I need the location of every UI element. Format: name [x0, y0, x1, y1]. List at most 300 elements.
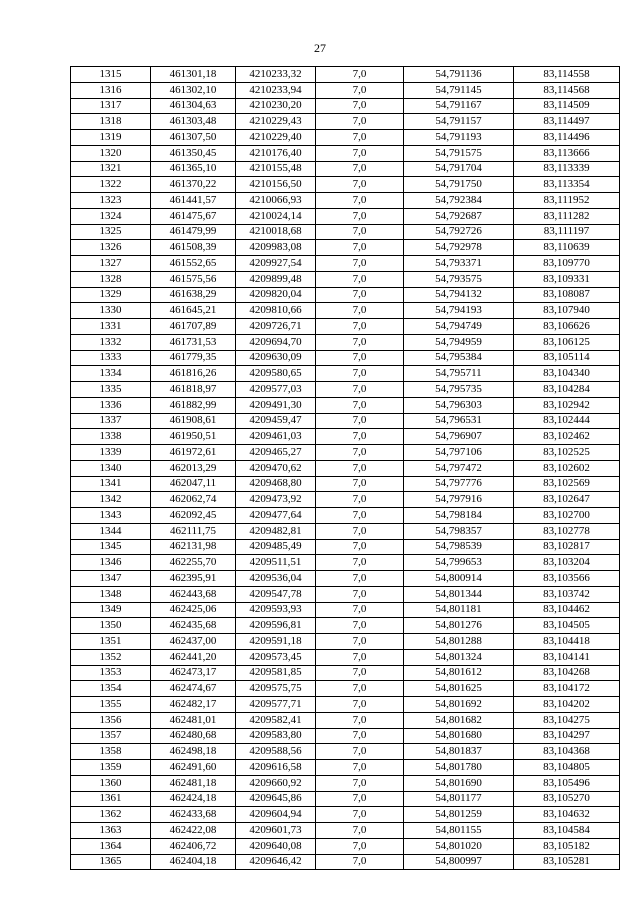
accuracy-cell: 7,0 [316, 445, 404, 461]
x-coordinate-cell: 462473,17 [151, 665, 236, 681]
x-coordinate-cell: 461575,56 [151, 271, 236, 287]
accuracy-cell: 7,0 [316, 161, 404, 177]
y-coordinate-cell: 4209983,08 [236, 240, 316, 256]
accuracy-cell: 7,0 [316, 508, 404, 524]
longitude-cell: 83,114496 [514, 130, 620, 146]
table-row [71, 224, 620, 240]
latitude-cell: 54,800914 [404, 571, 514, 587]
longitude-cell: 83,104584 [514, 823, 620, 839]
latitude-cell: 54,791193 [404, 130, 514, 146]
longitude-cell: 83,103742 [514, 586, 620, 602]
table-row [71, 697, 620, 713]
y-coordinate-cell: 4209583,80 [236, 728, 316, 744]
table-row [71, 334, 620, 350]
y-coordinate-cell: 4209547,78 [236, 586, 316, 602]
table-row [71, 193, 620, 209]
table-row [71, 445, 620, 461]
y-coordinate-cell: 4209468,80 [236, 476, 316, 492]
longitude-cell: 83,104284 [514, 382, 620, 398]
accuracy-cell: 7,0 [316, 728, 404, 744]
x-coordinate-cell: 462406,72 [151, 838, 236, 854]
latitude-cell: 54,797916 [404, 492, 514, 508]
page-number: 27 [314, 41, 326, 55]
y-coordinate-cell: 4209470,62 [236, 460, 316, 476]
coordinates-table [70, 66, 620, 870]
x-coordinate-cell: 461908,61 [151, 413, 236, 429]
point-number-cell: 1323 [71, 193, 151, 209]
table-row [71, 712, 620, 728]
y-coordinate-cell: 4210229,40 [236, 130, 316, 146]
point-number-cell: 1343 [71, 508, 151, 524]
latitude-cell: 54,801690 [404, 775, 514, 791]
point-number-cell: 1350 [71, 618, 151, 634]
x-coordinate-cell: 462482,17 [151, 697, 236, 713]
longitude-cell: 83,105281 [514, 854, 620, 870]
y-coordinate-cell: 4210229,43 [236, 114, 316, 130]
latitude-cell: 54,793371 [404, 256, 514, 272]
point-number-cell: 1341 [71, 476, 151, 492]
longitude-cell: 83,107940 [514, 303, 620, 319]
table-row [71, 82, 620, 98]
y-coordinate-cell: 4209591,18 [236, 634, 316, 650]
accuracy-cell: 7,0 [316, 224, 404, 240]
accuracy-cell: 7,0 [316, 334, 404, 350]
x-coordinate-cell: 461882,99 [151, 397, 236, 413]
point-number-cell: 1340 [71, 460, 151, 476]
x-coordinate-cell: 462013,29 [151, 460, 236, 476]
y-coordinate-cell: 4209630,09 [236, 350, 316, 366]
table-row [71, 618, 620, 634]
latitude-cell: 54,797472 [404, 460, 514, 476]
y-coordinate-cell: 4210024,14 [236, 208, 316, 224]
latitude-cell: 54,791750 [404, 177, 514, 193]
latitude-cell: 54,792726 [404, 224, 514, 240]
y-coordinate-cell: 4209820,04 [236, 287, 316, 303]
longitude-cell: 83,103204 [514, 555, 620, 571]
x-coordinate-cell: 462443,68 [151, 586, 236, 602]
y-coordinate-cell: 4209575,75 [236, 681, 316, 697]
longitude-cell: 83,108087 [514, 287, 620, 303]
point-number-cell: 1315 [71, 67, 151, 83]
longitude-cell: 83,102942 [514, 397, 620, 413]
y-coordinate-cell: 4209461,03 [236, 429, 316, 445]
accuracy-cell: 7,0 [316, 618, 404, 634]
accuracy-cell: 7,0 [316, 303, 404, 319]
y-coordinate-cell: 4210155,48 [236, 161, 316, 177]
point-number-cell: 1359 [71, 760, 151, 776]
x-coordinate-cell: 462480,68 [151, 728, 236, 744]
point-number-cell: 1348 [71, 586, 151, 602]
latitude-cell: 54,796907 [404, 429, 514, 445]
y-coordinate-cell: 4209645,86 [236, 791, 316, 807]
accuracy-cell: 7,0 [316, 760, 404, 776]
longitude-cell: 83,102602 [514, 460, 620, 476]
y-coordinate-cell: 4209477,64 [236, 508, 316, 524]
longitude-cell: 83,114497 [514, 114, 620, 130]
table-row [71, 476, 620, 492]
latitude-cell: 54,796303 [404, 397, 514, 413]
x-coordinate-cell: 461307,50 [151, 130, 236, 146]
longitude-cell: 83,104462 [514, 602, 620, 618]
accuracy-cell: 7,0 [316, 539, 404, 555]
latitude-cell: 54,797106 [404, 445, 514, 461]
accuracy-cell: 7,0 [316, 287, 404, 303]
table-row [71, 240, 620, 256]
point-number-cell: 1332 [71, 334, 151, 350]
latitude-cell: 54,801612 [404, 665, 514, 681]
point-number-cell: 1319 [71, 130, 151, 146]
accuracy-cell: 7,0 [316, 177, 404, 193]
accuracy-cell: 7,0 [316, 586, 404, 602]
latitude-cell: 54,791167 [404, 98, 514, 114]
x-coordinate-cell: 461972,61 [151, 445, 236, 461]
longitude-cell: 83,111952 [514, 193, 620, 209]
x-coordinate-cell: 461365,10 [151, 161, 236, 177]
accuracy-cell: 7,0 [316, 208, 404, 224]
x-coordinate-cell: 461350,45 [151, 145, 236, 161]
y-coordinate-cell: 4209604,94 [236, 807, 316, 823]
x-coordinate-cell: 461645,21 [151, 303, 236, 319]
y-coordinate-cell: 4209491,30 [236, 397, 316, 413]
point-number-cell: 1352 [71, 649, 151, 665]
point-number-cell: 1327 [71, 256, 151, 272]
y-coordinate-cell: 4209646,42 [236, 854, 316, 870]
x-coordinate-cell: 462441,20 [151, 649, 236, 665]
y-coordinate-cell: 4209573,45 [236, 649, 316, 665]
table-row [71, 649, 620, 665]
coordinates-table-body [71, 67, 620, 870]
latitude-cell: 54,800997 [404, 854, 514, 870]
table-row [71, 429, 620, 445]
point-number-cell: 1360 [71, 775, 151, 791]
table-row [71, 208, 620, 224]
longitude-cell: 83,102700 [514, 508, 620, 524]
point-number-cell: 1329 [71, 287, 151, 303]
table-row [71, 681, 620, 697]
x-coordinate-cell: 461552,65 [151, 256, 236, 272]
latitude-cell: 54,795384 [404, 350, 514, 366]
point-number-cell: 1355 [71, 697, 151, 713]
latitude-cell: 54,795735 [404, 382, 514, 398]
latitude-cell: 54,797776 [404, 476, 514, 492]
table-row [71, 67, 620, 83]
longitude-cell: 83,104275 [514, 712, 620, 728]
table-row [71, 114, 620, 130]
y-coordinate-cell: 4209588,56 [236, 744, 316, 760]
latitude-cell: 54,791575 [404, 145, 514, 161]
x-coordinate-cell: 461303,48 [151, 114, 236, 130]
point-number-cell: 1361 [71, 791, 151, 807]
accuracy-cell: 7,0 [316, 366, 404, 382]
latitude-cell: 54,793575 [404, 271, 514, 287]
point-number-cell: 1356 [71, 712, 151, 728]
point-number-cell: 1354 [71, 681, 151, 697]
y-coordinate-cell: 4209601,73 [236, 823, 316, 839]
longitude-cell: 83,104418 [514, 634, 620, 650]
table-row [71, 523, 620, 539]
y-coordinate-cell: 4209536,04 [236, 571, 316, 587]
latitude-cell: 54,801682 [404, 712, 514, 728]
x-coordinate-cell: 462433,68 [151, 807, 236, 823]
latitude-cell: 54,798539 [404, 539, 514, 555]
point-number-cell: 1328 [71, 271, 151, 287]
latitude-cell: 54,801177 [404, 791, 514, 807]
x-coordinate-cell: 461779,35 [151, 350, 236, 366]
longitude-cell: 83,109770 [514, 256, 620, 272]
table-row [71, 256, 620, 272]
y-coordinate-cell: 4210233,32 [236, 67, 316, 83]
latitude-cell: 54,798357 [404, 523, 514, 539]
y-coordinate-cell: 4209660,92 [236, 775, 316, 791]
table-row [71, 791, 620, 807]
longitude-cell: 83,104632 [514, 807, 620, 823]
point-number-cell: 1337 [71, 413, 151, 429]
latitude-cell: 54,801837 [404, 744, 514, 760]
accuracy-cell: 7,0 [316, 697, 404, 713]
x-coordinate-cell: 461302,10 [151, 82, 236, 98]
accuracy-cell: 7,0 [316, 744, 404, 760]
y-coordinate-cell: 4210066,93 [236, 193, 316, 209]
longitude-cell: 83,104268 [514, 665, 620, 681]
accuracy-cell: 7,0 [316, 634, 404, 650]
y-coordinate-cell: 4210176,40 [236, 145, 316, 161]
latitude-cell: 54,801680 [404, 728, 514, 744]
accuracy-cell: 7,0 [316, 555, 404, 571]
accuracy-cell: 7,0 [316, 476, 404, 492]
x-coordinate-cell: 462481,18 [151, 775, 236, 791]
point-number-cell: 1331 [71, 319, 151, 335]
accuracy-cell: 7,0 [316, 571, 404, 587]
x-coordinate-cell: 461370,22 [151, 177, 236, 193]
latitude-cell: 54,792384 [404, 193, 514, 209]
accuracy-cell: 7,0 [316, 681, 404, 697]
table-row [71, 854, 620, 870]
latitude-cell: 54,801181 [404, 602, 514, 618]
table-row [71, 492, 620, 508]
table-row [71, 350, 620, 366]
latitude-cell: 54,794959 [404, 334, 514, 350]
y-coordinate-cell: 4209694,70 [236, 334, 316, 350]
latitude-cell: 54,798184 [404, 508, 514, 524]
y-coordinate-cell: 4210156,50 [236, 177, 316, 193]
point-number-cell: 1333 [71, 350, 151, 366]
latitude-cell: 54,791136 [404, 67, 514, 83]
x-coordinate-cell: 461707,89 [151, 319, 236, 335]
latitude-cell: 54,796531 [404, 413, 514, 429]
y-coordinate-cell: 4209899,48 [236, 271, 316, 287]
table-row [71, 161, 620, 177]
longitude-cell: 83,105496 [514, 775, 620, 791]
y-coordinate-cell: 4209485,49 [236, 539, 316, 555]
accuracy-cell: 7,0 [316, 82, 404, 98]
x-coordinate-cell: 462437,00 [151, 634, 236, 650]
longitude-cell: 83,102444 [514, 413, 620, 429]
point-number-cell: 1351 [71, 634, 151, 650]
point-number-cell: 1316 [71, 82, 151, 98]
x-coordinate-cell: 462131,98 [151, 539, 236, 555]
point-number-cell: 1334 [71, 366, 151, 382]
x-coordinate-cell: 462424,18 [151, 791, 236, 807]
table-row [71, 807, 620, 823]
x-coordinate-cell: 462435,68 [151, 618, 236, 634]
x-coordinate-cell: 462425,06 [151, 602, 236, 618]
y-coordinate-cell: 4209640,08 [236, 838, 316, 854]
x-coordinate-cell: 462404,18 [151, 854, 236, 870]
longitude-cell: 83,114568 [514, 82, 620, 98]
longitude-cell: 83,104172 [514, 681, 620, 697]
longitude-cell: 83,102525 [514, 445, 620, 461]
x-coordinate-cell: 461638,29 [151, 287, 236, 303]
x-coordinate-cell: 462395,91 [151, 571, 236, 587]
x-coordinate-cell: 461950,51 [151, 429, 236, 445]
table-row [71, 177, 620, 193]
latitude-cell: 54,801344 [404, 586, 514, 602]
y-coordinate-cell: 4209465,27 [236, 445, 316, 461]
x-coordinate-cell: 461818,97 [151, 382, 236, 398]
accuracy-cell: 7,0 [316, 429, 404, 445]
point-number-cell: 1321 [71, 161, 151, 177]
x-coordinate-cell: 462062,74 [151, 492, 236, 508]
table-row [71, 130, 620, 146]
point-number-cell: 1318 [71, 114, 151, 130]
accuracy-cell: 7,0 [316, 460, 404, 476]
table-row [71, 366, 620, 382]
longitude-cell: 83,106626 [514, 319, 620, 335]
x-coordinate-cell: 462255,70 [151, 555, 236, 571]
point-number-cell: 1335 [71, 382, 151, 398]
y-coordinate-cell: 4209582,41 [236, 712, 316, 728]
y-coordinate-cell: 4209482,81 [236, 523, 316, 539]
accuracy-cell: 7,0 [316, 523, 404, 539]
x-coordinate-cell: 462111,75 [151, 523, 236, 539]
longitude-cell: 83,104368 [514, 744, 620, 760]
point-number-cell: 1338 [71, 429, 151, 445]
y-coordinate-cell: 4210230,20 [236, 98, 316, 114]
latitude-cell: 54,801020 [404, 838, 514, 854]
longitude-cell: 83,106125 [514, 334, 620, 350]
accuracy-cell: 7,0 [316, 193, 404, 209]
accuracy-cell: 7,0 [316, 823, 404, 839]
accuracy-cell: 7,0 [316, 256, 404, 272]
longitude-cell: 83,113339 [514, 161, 620, 177]
point-number-cell: 1353 [71, 665, 151, 681]
table-row [71, 413, 620, 429]
longitude-cell: 83,111197 [514, 224, 620, 240]
point-number-cell: 1347 [71, 571, 151, 587]
accuracy-cell: 7,0 [316, 271, 404, 287]
accuracy-cell: 7,0 [316, 130, 404, 146]
y-coordinate-cell: 4209810,66 [236, 303, 316, 319]
latitude-cell: 54,794193 [404, 303, 514, 319]
point-number-cell: 1358 [71, 744, 151, 760]
table-row [71, 539, 620, 555]
table-row [71, 571, 620, 587]
table-row [71, 397, 620, 413]
point-number-cell: 1324 [71, 208, 151, 224]
longitude-cell: 83,102817 [514, 539, 620, 555]
point-number-cell: 1362 [71, 807, 151, 823]
table-row [71, 303, 620, 319]
y-coordinate-cell: 4209473,92 [236, 492, 316, 508]
latitude-cell: 54,792978 [404, 240, 514, 256]
latitude-cell: 54,794749 [404, 319, 514, 335]
table-row [71, 744, 620, 760]
latitude-cell: 54,791704 [404, 161, 514, 177]
x-coordinate-cell: 462422,08 [151, 823, 236, 839]
latitude-cell: 54,792687 [404, 208, 514, 224]
accuracy-cell: 7,0 [316, 67, 404, 83]
x-coordinate-cell: 461816,26 [151, 366, 236, 382]
accuracy-cell: 7,0 [316, 807, 404, 823]
accuracy-cell: 7,0 [316, 114, 404, 130]
accuracy-cell: 7,0 [316, 854, 404, 870]
longitude-cell: 83,102647 [514, 492, 620, 508]
latitude-cell: 54,801324 [404, 649, 514, 665]
table-row [71, 775, 620, 791]
y-coordinate-cell: 4209511,51 [236, 555, 316, 571]
latitude-cell: 54,801259 [404, 807, 514, 823]
longitude-cell: 83,105182 [514, 838, 620, 854]
x-coordinate-cell: 461508,39 [151, 240, 236, 256]
longitude-cell: 83,109331 [514, 271, 620, 287]
latitude-cell: 54,801625 [404, 681, 514, 697]
latitude-cell: 54,801276 [404, 618, 514, 634]
latitude-cell: 54,795711 [404, 366, 514, 382]
x-coordinate-cell: 462491,60 [151, 760, 236, 776]
point-number-cell: 1322 [71, 177, 151, 193]
x-coordinate-cell: 461441,57 [151, 193, 236, 209]
table-row [71, 319, 620, 335]
accuracy-cell: 7,0 [316, 240, 404, 256]
y-coordinate-cell: 4209596,81 [236, 618, 316, 634]
accuracy-cell: 7,0 [316, 397, 404, 413]
accuracy-cell: 7,0 [316, 350, 404, 366]
longitude-cell: 83,105270 [514, 791, 620, 807]
accuracy-cell: 7,0 [316, 413, 404, 429]
y-coordinate-cell: 4209580,65 [236, 366, 316, 382]
accuracy-cell: 7,0 [316, 712, 404, 728]
x-coordinate-cell: 462481,01 [151, 712, 236, 728]
table-row [71, 460, 620, 476]
y-coordinate-cell: 4209726,71 [236, 319, 316, 335]
longitude-cell: 83,114558 [514, 67, 620, 83]
y-coordinate-cell: 4209581,85 [236, 665, 316, 681]
x-coordinate-cell: 461301,18 [151, 67, 236, 83]
point-number-cell: 1326 [71, 240, 151, 256]
table-row [71, 728, 620, 744]
table-row [71, 508, 620, 524]
longitude-cell: 83,114509 [514, 98, 620, 114]
point-number-cell: 1363 [71, 823, 151, 839]
accuracy-cell: 7,0 [316, 791, 404, 807]
y-coordinate-cell: 4209593,93 [236, 602, 316, 618]
longitude-cell: 83,110639 [514, 240, 620, 256]
table-row [71, 382, 620, 398]
table-row [71, 586, 620, 602]
point-number-cell: 1320 [71, 145, 151, 161]
table-row [71, 634, 620, 650]
point-number-cell: 1342 [71, 492, 151, 508]
y-coordinate-cell: 4209616,58 [236, 760, 316, 776]
table-row [71, 665, 620, 681]
point-number-cell: 1357 [71, 728, 151, 744]
point-number-cell: 1336 [71, 397, 151, 413]
longitude-cell: 83,104340 [514, 366, 620, 382]
accuracy-cell: 7,0 [316, 98, 404, 114]
longitude-cell: 83,104805 [514, 760, 620, 776]
latitude-cell: 54,801780 [404, 760, 514, 776]
accuracy-cell: 7,0 [316, 602, 404, 618]
